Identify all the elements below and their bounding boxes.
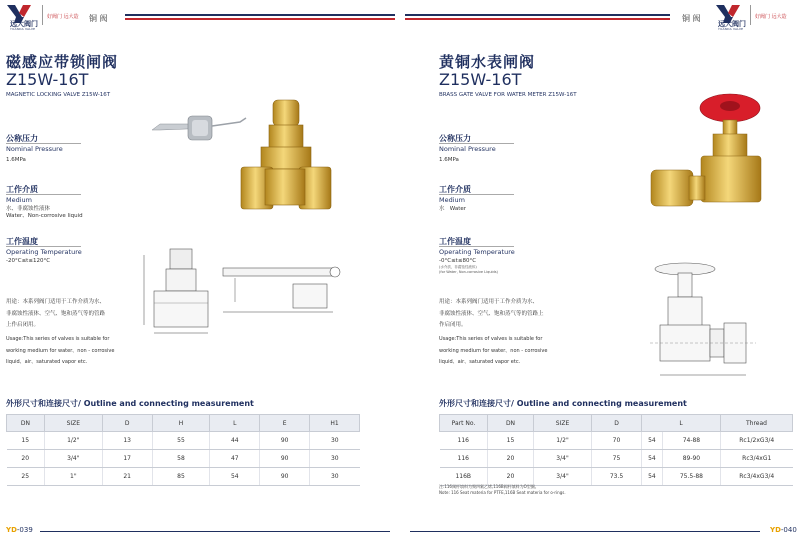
spec-rule <box>6 194 81 195</box>
spec-value: 水、非腐蚀性液体 Water、Non-corrosive liquid <box>6 206 83 219</box>
valve-drawing <box>640 245 770 389</box>
spec-label: 公称压力 <box>6 134 38 143</box>
model-number: Z15W-16T <box>6 70 89 89</box>
spec-label-en: Operating Temperature <box>439 248 515 256</box>
cell: 75 <box>592 450 642 468</box>
page-title: 黄铜水表闸阀 <box>439 53 536 71</box>
spec-rule <box>6 246 81 247</box>
column-header: H1 <box>310 415 360 432</box>
column-header: D <box>592 415 642 432</box>
cell: 89-90 <box>662 450 720 468</box>
brand-name: 远大阀门 <box>718 20 746 28</box>
header-stripe <box>125 14 395 16</box>
cell: 30 <box>310 432 360 450</box>
cell: 54 <box>642 468 663 486</box>
cell: 25 <box>7 468 45 486</box>
cell: 55 <box>152 432 210 450</box>
cell: 20 <box>488 468 534 486</box>
page-title: 磁感应带锁闸阀 <box>6 53 119 71</box>
cell: 85 <box>152 468 210 486</box>
cell: Rc1/2xG3/4 <box>721 432 793 450</box>
spec-label: 工作温度 <box>439 237 471 246</box>
brand-name: 远大阀门 <box>10 20 38 28</box>
spec-label: 工作介质 <box>6 185 38 194</box>
table-row <box>440 468 793 486</box>
cell: 54 <box>642 432 663 450</box>
table-note: 注:116阀杆填料为聚四氟乙烯,116B阀杆填料为O型圈。 Note: 116 Seat materia for PTFE,116B Seat materia for o-rings. <box>439 484 566 495</box>
column-header: SIZE <box>534 415 592 432</box>
spec-rule <box>439 143 514 144</box>
column-header: Thread <box>721 415 793 432</box>
cell: 90 <box>260 432 310 450</box>
valve-product-photo <box>645 92 770 226</box>
table-header-row <box>440 415 793 432</box>
dimension-table <box>6 414 360 486</box>
cell: 15 <box>7 432 45 450</box>
spec-label-en: Medium <box>439 196 465 204</box>
cell: 58 <box>152 450 210 468</box>
cell: 44 <box>210 432 260 450</box>
spec-value: 1.6MPa <box>6 157 26 163</box>
page-num: -039 <box>16 526 33 534</box>
cell: 90 <box>260 468 310 486</box>
cell: 73.5 <box>592 468 642 486</box>
divider <box>42 5 43 25</box>
cell: 3/4" <box>534 450 592 468</box>
spec-label: 工作介质 <box>439 185 471 194</box>
spec-label-en: Nominal Pressure <box>6 145 63 153</box>
cell: 1/2" <box>534 432 592 450</box>
column-header: H <box>152 415 210 432</box>
cell: 15 <box>488 432 534 450</box>
spec-label-en: Medium <box>6 196 32 204</box>
brand-sub: YUANDA VALVE <box>10 27 36 31</box>
column-header: E <box>260 415 310 432</box>
footer-line <box>40 531 390 532</box>
header-stripe <box>405 14 670 16</box>
column-header: L <box>210 415 260 432</box>
spec-note: (水介质，非腐蚀性液体) (for Water, Non-corrosive Liquids) <box>439 265 498 274</box>
page-subtitle: MAGNETIC LOCKING VALVE Z15W-16T <box>6 92 111 98</box>
category-label: 铜 阀 <box>682 14 701 23</box>
page-subtitle: BRASS GATE VALVE FOR WATER METER Z15W-16T <box>439 92 577 98</box>
valve-product-photo <box>235 95 335 219</box>
spec-label: 公称压力 <box>439 134 471 143</box>
cell: 54 <box>210 468 260 486</box>
cell: 54 <box>642 450 663 468</box>
footer-line <box>410 531 760 532</box>
column-header: DN <box>488 415 534 432</box>
page-number <box>6 526 33 534</box>
divider <box>750 5 751 25</box>
usage-text-en: Usage:This series of valves is suitable for working medium for water、non - corrosive liquid、air、saturated vapor etc. <box>6 336 115 365</box>
model-number: Z15W-16T <box>439 70 522 89</box>
table-row <box>7 468 360 486</box>
spec-value: 1.6MPa <box>439 157 459 163</box>
cell: 116 <box>440 450 488 468</box>
spec-rule <box>439 246 514 247</box>
header-left <box>0 0 400 30</box>
valve-drawing <box>140 245 220 339</box>
key-drawing <box>215 262 345 321</box>
table-row <box>440 450 793 468</box>
usage-text-en: Usage:This series of valves is suitable for working medium for water、non - corrosive liquid、air、saturated vapor etc. <box>439 336 548 365</box>
cell: 1" <box>44 468 102 486</box>
table-title: 外形尺寸和连接尺寸/ Outline and connecting measurement <box>439 399 687 408</box>
column-header: L <box>642 415 721 432</box>
spec-value: -0°C≤t≤80°C <box>439 258 477 264</box>
cell: 20 <box>488 450 534 468</box>
header-stripe-red <box>405 18 670 20</box>
table-row <box>7 432 360 450</box>
cell: 47 <box>210 450 260 468</box>
cell: 30 <box>310 468 360 486</box>
spec-label-en: Operating Temperature <box>6 248 82 256</box>
column-header: Part No. <box>440 415 488 432</box>
cell: 75.5-88 <box>662 468 720 486</box>
header-right <box>400 0 800 30</box>
usage-text-cn: 用途：本系列阀门适用于工作介质为水、 非腐蚀性液体、空气、饱和蒸气等的管路上 作启闭用。 <box>439 299 544 328</box>
header-stripe-red <box>125 18 395 20</box>
column-header: SIZE <box>44 415 102 432</box>
column-header: DN <box>7 415 45 432</box>
page-prefix: YD <box>6 526 17 534</box>
table-title: 外形尺寸和连接尺寸/ Outline and connecting measurement <box>6 399 254 408</box>
cell: 17 <box>102 450 152 468</box>
cell: 13 <box>102 432 152 450</box>
spec-rule <box>439 194 514 195</box>
cell: 116 <box>440 432 488 450</box>
cell: 30 <box>310 450 360 468</box>
page-prefix: YD <box>770 526 781 534</box>
spec-value: -20°C≤t≤120°C <box>6 258 51 264</box>
slogan: 好阀门 远大造 <box>47 14 79 20</box>
cell: 3/4" <box>44 450 102 468</box>
column-header: D <box>102 415 152 432</box>
cell: 90 <box>260 450 310 468</box>
page-num: -040 <box>780 526 797 534</box>
spec-value: 水 Water <box>439 206 467 212</box>
table-row <box>7 450 360 468</box>
cell: 1/2" <box>44 432 102 450</box>
cell: 74-88 <box>662 432 720 450</box>
cell: 3/4" <box>534 468 592 486</box>
table-header-row <box>7 415 360 432</box>
category-label: 铜 阀 <box>89 14 108 23</box>
spec-label: 工作温度 <box>6 237 38 246</box>
spec-rule <box>6 143 81 144</box>
dimension-table <box>439 414 793 486</box>
cell: Rc3/4xG1 <box>721 450 793 468</box>
cell: 20 <box>7 450 45 468</box>
usage-text-cn: 用途：本系列阀门适用于工作介质为水、 非腐蚀性液体、空气、饱和蒸气等的管路 上作启闭用。 <box>6 299 106 328</box>
cell: 116B <box>440 468 488 486</box>
cell: 70 <box>592 432 642 450</box>
cell: Rc3/4xG3/4 <box>721 468 793 486</box>
slogan: 好阀门 远大造 <box>755 14 787 20</box>
cell: 21 <box>102 468 152 486</box>
page-number <box>770 526 797 534</box>
table-row <box>440 432 793 450</box>
brand-sub: YUANDA VALVE <box>718 27 744 31</box>
spec-label-en: Nominal Pressure <box>439 145 496 153</box>
